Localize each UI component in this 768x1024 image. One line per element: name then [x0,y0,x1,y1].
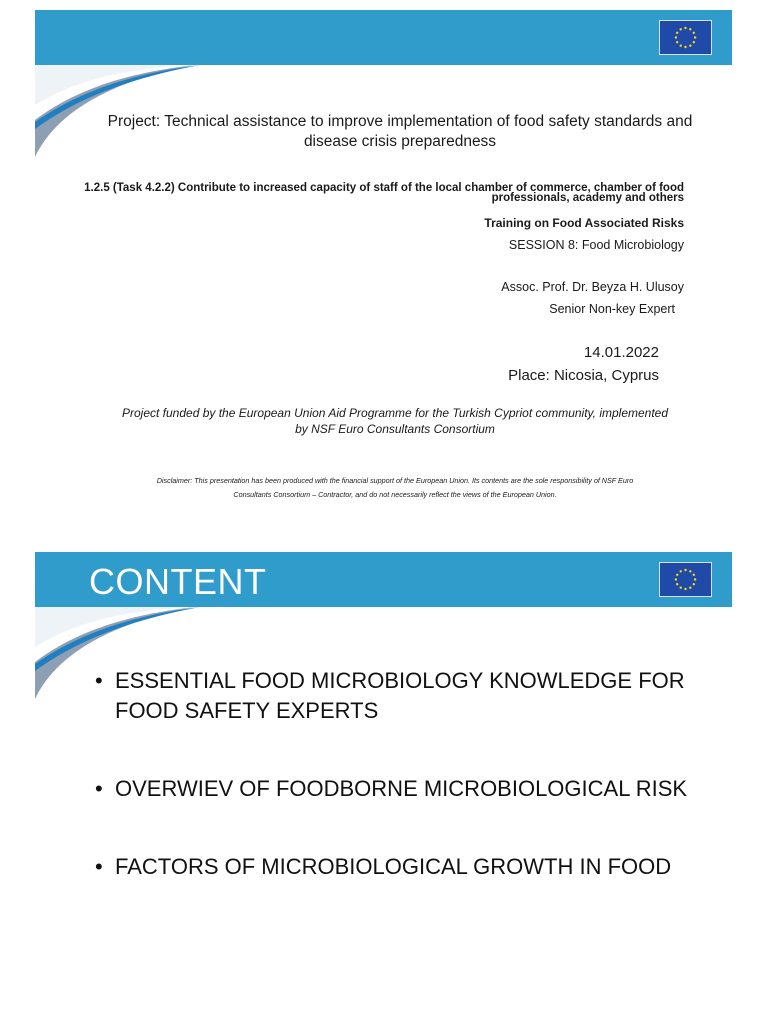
session-title: SESSION 8: Food Microbiology [508,238,684,252]
bullet-marker: • [95,776,103,801]
list-item [95,852,715,882]
list-item-text: ESSENTIAL FOOD MICROBIOLOGY KNOWLEDGE FOR FOOD SAFETY EXPERTS [115,668,685,723]
funding-note: Project funded by the European Union Aid Programme for the Turkish Cypriot community, implemented by NSF Euro Consultants Consortium [121,406,669,436]
slide-title: CONTENT [89,561,267,602]
eu-flag-icon [659,562,712,597]
content-list [95,666,715,930]
bullet-marker: • [95,668,103,693]
author-role: Senior Non-key Expert [549,302,675,316]
bullet-marker: • [95,854,103,879]
disclaimer: Disclaimer: This presentation has been produced with the financial support of the European Union. Its contents are the sole responsibility of NSF Euro Consultants Consortium – Contractor, and do not necessarily reflect the views of the European Union. [156,476,634,499]
header-bar [35,10,732,65]
list-item [95,666,715,726]
presentation-place: Place: Nicosia, Cyprus [508,367,659,384]
title-slide [35,10,732,522]
list-item-text: OVERWIEV OF FOODBORNE MICROBIOLOGICAL RISK [115,776,688,801]
training-title: Training on Food Associated Risks [484,216,684,230]
task-line: 1.2.5 (Task 4.2.2) Contribute to increased capacity of staff of the local chamber of commerce, chamber of food professionals, academy and others [84,182,684,204]
list-item-text: FACTORS OF MICROBIOLOGICAL GROWTH IN FOOD [115,854,672,879]
author-name: Assoc. Prof. Dr. Beyza H. Ulusoy [501,280,684,294]
project-title: Project: Technical assistance to improve implementation of food safety standards and disease crisis preparedness [107,113,693,150]
presentation-date: 14.01.2022 [583,344,659,361]
content-slide [35,552,732,1024]
list-item [95,774,715,804]
eu-flag-icon [659,20,712,55]
